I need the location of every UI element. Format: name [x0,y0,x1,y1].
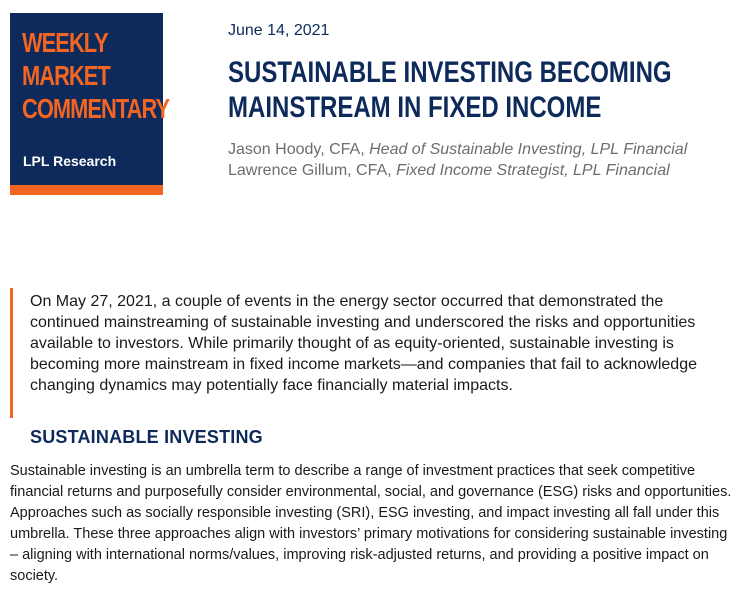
logo-subtitle: LPL Research [23,153,117,169]
publication-date: June 14, 2021 [228,22,330,39]
author-name: Jason Hoody, CFA, [228,141,365,158]
logo-title-line: WEEKLY [22,27,108,58]
author-line [228,139,687,160]
page-title-line: MAINSTREAM IN FIXED INCOME [228,91,602,124]
logo-title-line: MARKET [22,60,110,91]
lead-paragraph: On May 27, 2021, a couple of events in the energy sector occurred that demonstrated the continued mainstreaming of sustainable investing and underscored the risks and opportunities available to investors. While primarily thought of as equity-oriented, sustainable investing is becoming more mainstream in fixed income markets—and companies that fail to acknowledge changing dynamics may potentially face financially material impacts. [30,293,697,394]
author-name: Lawrence Gillum, CFA, [228,162,392,179]
section-heading: SUSTAINABLE INVESTING [30,427,263,447]
logo-title [22,26,170,125]
author-line [228,160,687,181]
author-list [228,139,687,181]
lead-accent-bar [10,288,13,418]
author-role: Fixed Income Strategist, LPL Financial [396,162,670,179]
page-title-line: SUSTAINABLE INVESTING BECOMING [228,56,672,89]
page-title [228,55,724,125]
logo-orange-stripe [10,185,163,195]
section-body-paragraph: Sustainable investing is an umbrella term to describe a range of investment practices that seek competitive financial returns and purposefully consider environmental, social, and governance (ESG) risks and opportunities. Approaches such as socially responsible investing (SRI), ESG investing, and impact investing all fall under this umbrella. These three approaches align with investors’ primary motivations for considering sustainable investing – aligning with international norms/values, improving risk-adjusted returns, and providing a positive impact on society. [10,463,732,584]
author-role: Head of Sustainable Investing, LPL Financial [369,141,688,158]
weekly-market-commentary-logo [10,13,170,195]
logo-title-line: COMMENTARY [22,93,170,124]
